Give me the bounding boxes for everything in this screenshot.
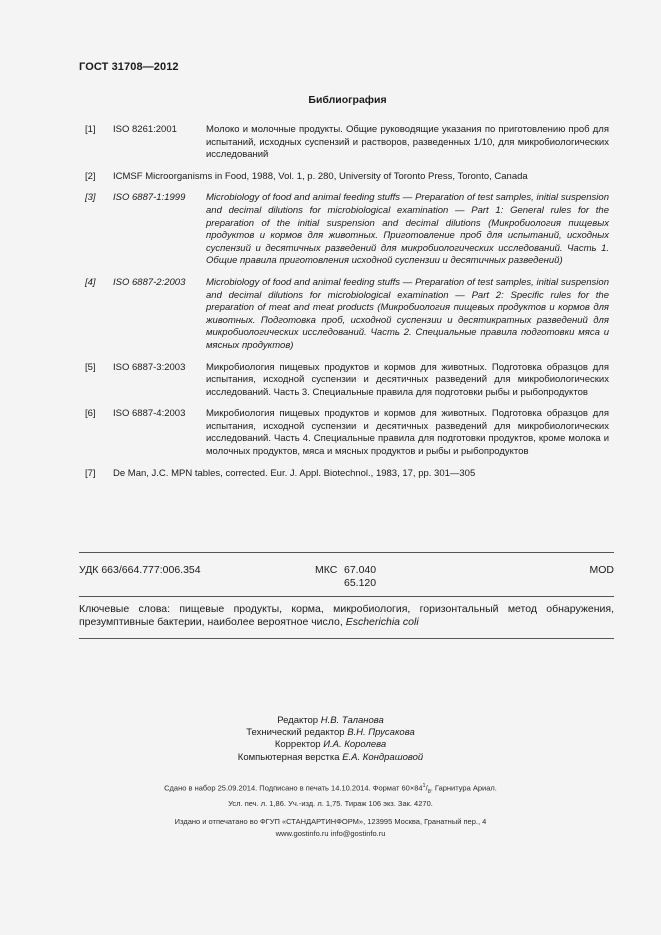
bibliography-entry [85,192,609,268]
bottom-divider [79,638,614,639]
ref-standard-code: ISO 6887-4:2003 [113,408,186,420]
keywords-italic-term: Escherichia coli [345,616,419,628]
ref-title: Microbiology of food and animal feeding stuffs — Preparation of test samples, initial suspension and decimal dilutions for microbiological examination — Part 1: General rules for the preparation of the initial suspension and decimal dilutions (Микробиология пищевых продуктов и кормов для животных. Приготовление проб для испытаний, исходных суспензий и десятичных разведений для микробиологических исследований. Часть 1. Общие правила приготовления исходной суспензии и десятичных разведений) [206,192,609,267]
credit-tech-editor [0,727,661,739]
credit-layout [0,752,661,764]
middle-divider [79,596,614,597]
ref-title: De Man, J.C. MPN tables, corrected. Eur. J. Appl. Biotechnol., 1983, 17, pp. 301—305 [113,467,476,479]
imprint-line-1: Сдано в набор 25.09.2014. Подписано в печать 14.10.2014. Формат $60\times 84^1/_8$. Гарнитура Ариал. [164,783,497,795]
ref-title: ICMSF Microorganisms in Food, 1988, Vol. 1, p. 280, University of Toronto Press, Toronto, Canada [113,170,528,182]
keywords-text: Ключевые слова: пищевые продукты, корма, микробиология, горизонтальный метод обнаружения, презумптивные бактерии, наиболее вероятное число, [79,603,614,628]
credit-label: Корректор [274,739,321,751]
publisher-line-1: Издано и отпечатано во ФГУП «СТАНДАРТИНФОРМ», 123995 Москва, Гранатный пер., 4 [174,817,487,826]
ref-standard-code: ISO 6887-3:2003 [113,361,186,373]
bibliography-entry [85,124,609,162]
bibliography-title: Библиография [308,94,387,106]
ref-standard-code: ISO 6887-2:2003 [113,276,186,288]
ref-number: [6] [85,408,96,420]
credit-label: Редактор [277,715,319,726]
bibliography-entry [85,408,609,458]
ref-title: Микробиология пищевых продуктов и кормов для животных. Подготовка образцов для испытания, исходной суспензии и десятичных разведений для микробиологических исследований. Часть 4. Специальные правила для подготовки продуктов, кроме молока и молочных продуктов, мяса и мясных продуктов и рыбы и рыбопродуктов [206,408,609,458]
standard-code: ГОСТ 31708—2012 [79,61,179,73]
top-divider [79,552,614,553]
publisher-line-2: www.gostinfo.ru info@gostinfo.ru [275,829,386,838]
bibliography-entry [85,171,609,184]
publisher-info [0,816,661,840]
udk-code: УДК 663/664.777:006.354 [79,564,201,576]
bibliography-entry [85,468,609,481]
fraction-numerator: 1 [422,783,426,789]
credit-label: Компьютерная верстка [237,751,340,763]
ref-standard-code: ISO 6887-1:1999 [113,192,186,204]
imprint-text: . Гарнитура Ариал. [430,783,497,793]
credit-name: Н.В. Таланова [320,715,384,726]
mks-code: 67.040 [344,564,377,576]
ref-title: Микробиология пищевых продуктов и кормов для животных. Подготовка образцов для испытания, исходной суспензии и десятичных разведений для микробиологических исследований. Часть 3. Специальные правила для подготовки рыбы и рыбопродуктов [206,361,609,398]
ref-number: [1] [85,124,96,135]
ref-number: [2] [85,170,96,182]
ref-title: Молоко и молочные продукты. Общие руководящие указания по приготовлению проб для испытаний, исходных суспензий и растворов, разведенных 1/10, для микробиологических исследований [206,124,609,161]
credit-name: И.А. Королева [323,739,387,751]
bibliography-entry [85,277,609,353]
mks-code: 65.120 [344,577,377,589]
credit-label: Технический редактор [246,727,345,739]
credit-editor [0,715,661,727]
ref-number: [4] [85,276,96,288]
bibliography-entry [85,362,609,400]
ref-standard-code: ISO 8261:2001 [113,124,177,135]
credits [0,715,661,764]
ref-number: [3] [85,192,96,204]
keywords [79,603,614,629]
credit-name: Е.А. Кондрашовой [342,751,424,763]
fraction-denominator: 8 [427,789,431,795]
mks-label: МКС [315,564,338,576]
credit-name: В.Н. Прусакова [347,727,415,739]
ref-title: Microbiology of food and animal feeding stuffs — Preparation of test samples, initial suspension and decimal dilutions for microbiological examination — Part 2: Specific rules for the preparation of meat and meat products (Микробиология пищевых продуктов и кормов для животных. Подготовка проб, исходной суспензии и десятикратных разведений для микробиологических исследований. Часть 2. Специальные правила подготовки мяса и мясных продуктов) [206,276,609,351]
mod-label: MOD [589,564,614,576]
imprint-line-2: Усл. печ. л. 1,86. Уч.-изд. л. 1,75. Тираж 106 экз. Зак. 4270. [228,799,433,808]
ref-number: [7] [85,467,96,479]
ref-number: [5] [85,361,96,373]
imprint-text: Сдано в набор 25.09.2014. Подписано в печать 14.10.2014. Формат 60×84 [164,783,423,793]
imprint [0,780,661,810]
credit-corrector [0,739,661,751]
mks-codes [344,564,376,590]
bibliography-list [85,124,609,489]
